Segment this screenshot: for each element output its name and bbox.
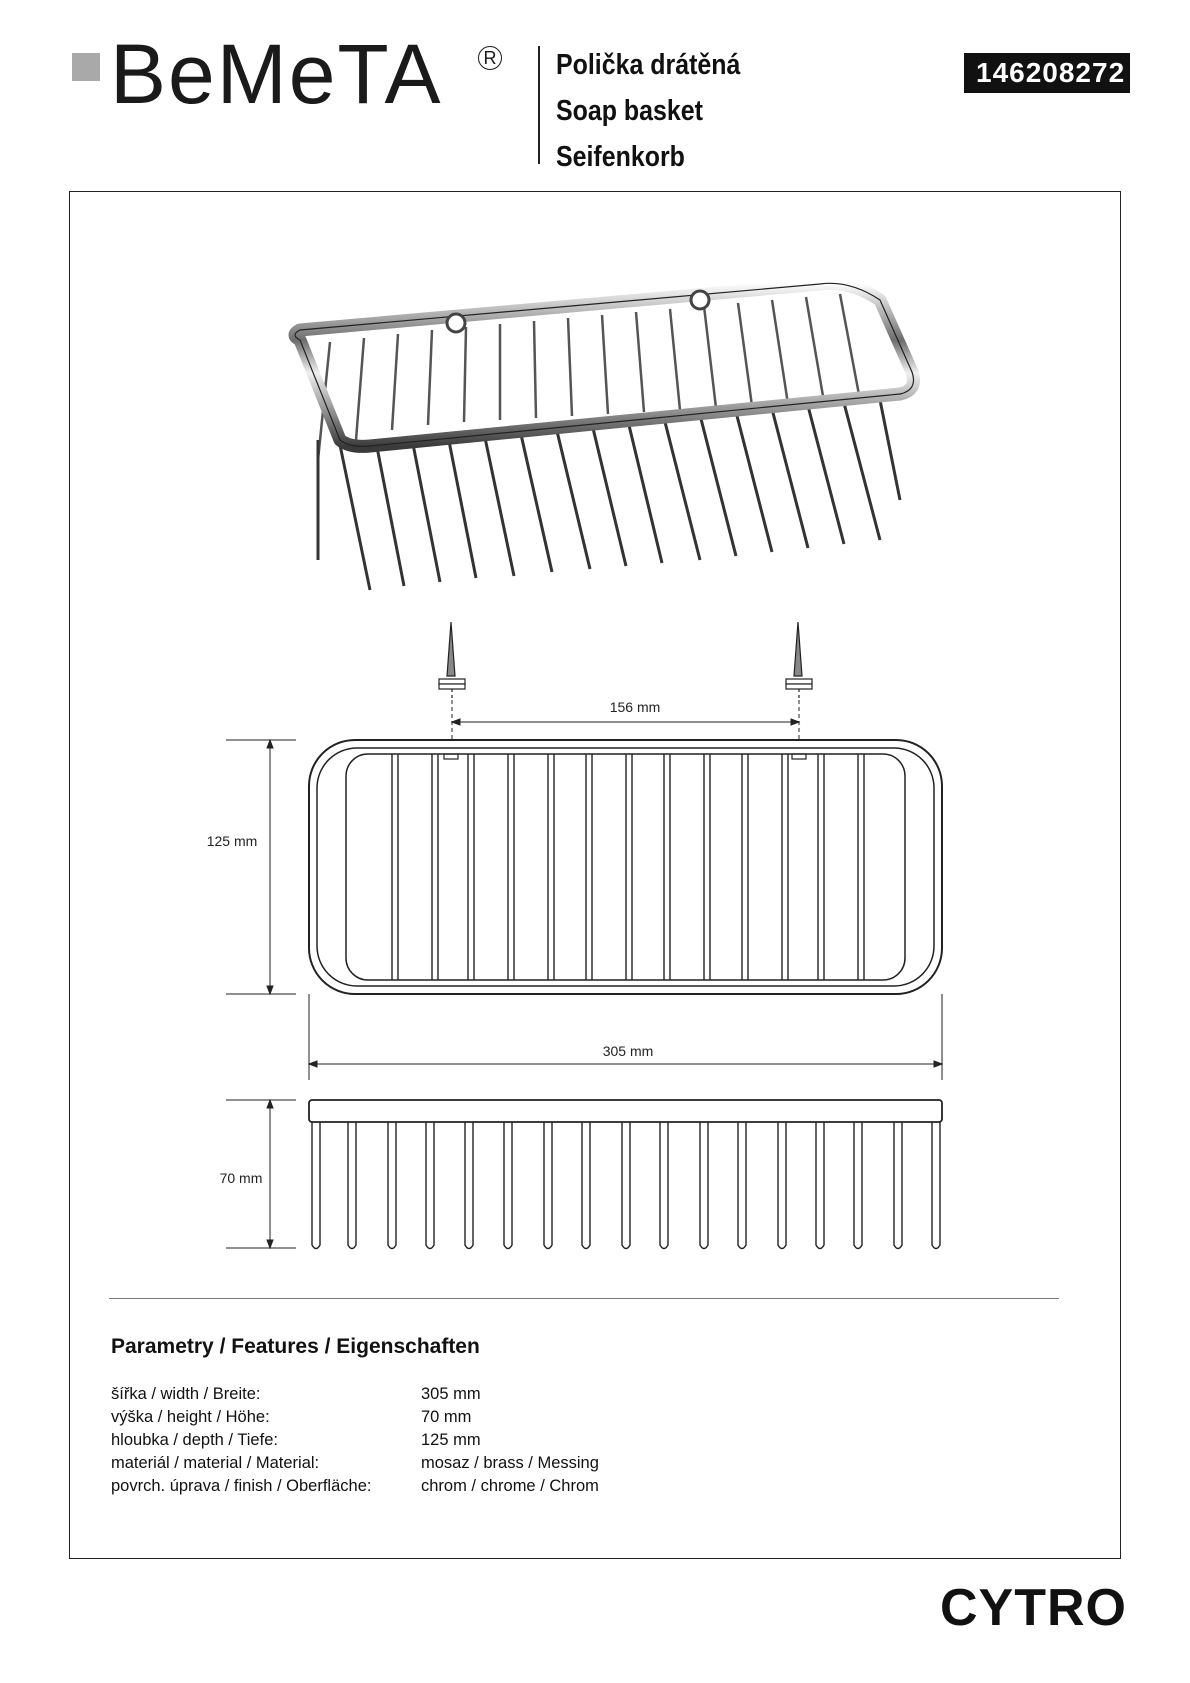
feature-value: 305 mm [421, 1385, 481, 1403]
features-separator [109, 1298, 1059, 1299]
brand-name: BeMeTA [110, 27, 443, 121]
side-view [309, 1100, 942, 1249]
features-title: Parametry / Features / Eigenschaften [111, 1335, 480, 1358]
label-mount-spacing: 156 mm [609, 699, 661, 715]
product-code: 146208272 [964, 53, 1130, 93]
series-name: CYTRO [940, 1579, 1127, 1637]
feature-label: materiál / material / Material: [111, 1454, 320, 1472]
mounting-screws [439, 622, 812, 700]
dim-width [309, 994, 942, 1080]
title-de: Seifenkorb [556, 141, 685, 173]
title-cz: Polička drátěná [556, 49, 741, 81]
screw-right [786, 622, 812, 700]
feature-value: chrom / chrome / Chrom [421, 1477, 599, 1495]
feature-value: 125 mm [421, 1431, 481, 1449]
label-width: 305 mm [602, 1043, 654, 1059]
feature-value: 70 mm [421, 1408, 472, 1426]
top-view-wires [392, 754, 864, 980]
label-depth: 125 mm [206, 833, 258, 849]
feature-label: hloubka / depth / Tiefe: [111, 1431, 278, 1449]
label-height: 70 mm [219, 1170, 263, 1186]
registered-mark: R [478, 46, 502, 70]
side-view-wires [312, 1122, 940, 1249]
feature-label: povrch. úprava / finish / Oberfläche: [111, 1477, 372, 1495]
dim-depth [226, 740, 296, 994]
feature-value: mosaz / brass / Messing [421, 1454, 599, 1472]
product-perspective-view [295, 283, 914, 590]
screw-left [439, 622, 465, 700]
feature-label: šířka / width / Breite: [111, 1385, 261, 1403]
feature-label: výška / height / Höhe: [111, 1408, 270, 1426]
title-en: Soap basket [556, 95, 703, 127]
top-view [309, 740, 942, 994]
